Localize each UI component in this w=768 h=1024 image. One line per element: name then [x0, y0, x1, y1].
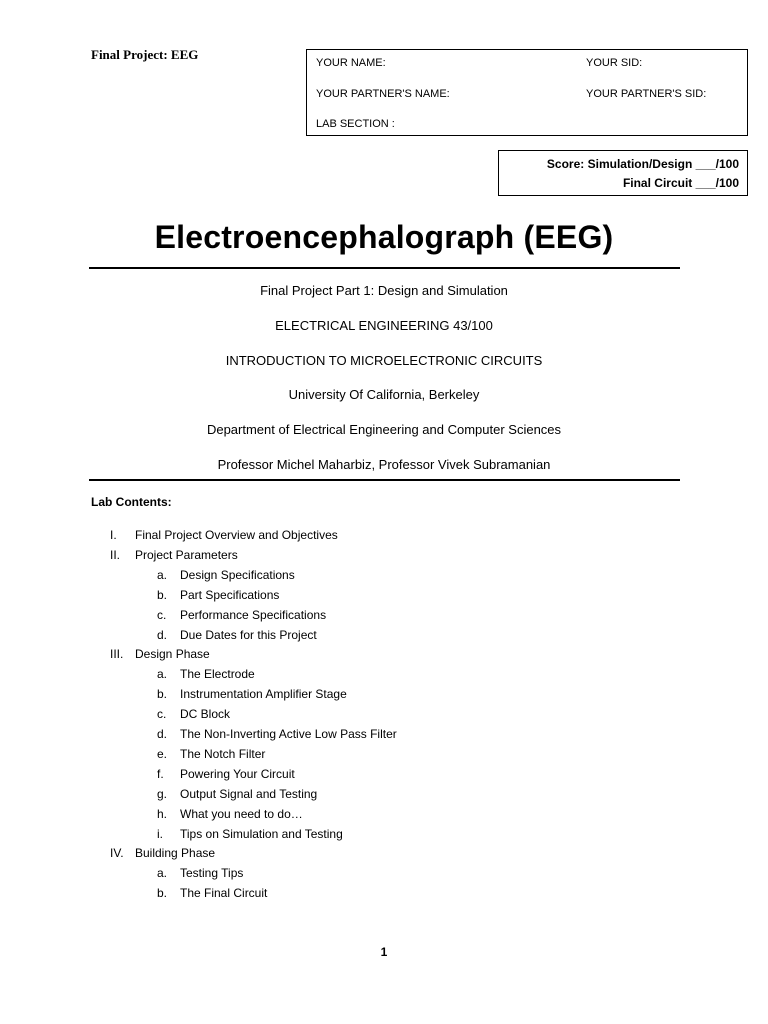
contents-heading: Lab Contents:	[91, 495, 172, 509]
subtitle-professors: Professor Michel Maharbiz, Professor Vivek Subramanian	[217, 457, 551, 472]
toc-item-text: The Notch Filter	[180, 746, 266, 761]
toc-item-number: b.	[157, 587, 168, 602]
toc-item-number: IV.	[110, 846, 124, 861]
toc-item-number: h.	[157, 806, 168, 821]
subtitle-university: University Of California, Berkeley	[288, 387, 480, 402]
toc-item-text: Performance Specifications	[180, 607, 327, 622]
toc-item-text: Due Dates for this Project	[180, 627, 317, 642]
document-title: Electroencephalograph (EEG)	[154, 219, 614, 255]
score-simulation-design: Score: Simulation/Design ___/100	[546, 157, 739, 171]
subtitle-course-name: INTRODUCTION TO MICROELECTRONIC CIRCUITS	[225, 353, 543, 368]
partner-sid-field: YOUR PARTNER'S SID:	[586, 88, 707, 100]
lab-section-field: LAB SECTION :	[316, 118, 395, 130]
toc-item-number: c.	[157, 707, 167, 722]
your-sid-field: YOUR SID:	[586, 57, 643, 69]
toc-item-number: a.	[157, 866, 168, 881]
toc-item-number: c.	[157, 607, 167, 622]
toc-item-number: II.	[110, 547, 121, 562]
toc-item-text: Design Specifications	[180, 567, 295, 582]
toc-item-text: Part Specifications	[180, 587, 280, 602]
partner-name-field: YOUR PARTNER'S NAME:	[316, 88, 450, 100]
toc-item-text: Building Phase	[135, 846, 216, 861]
toc-item-number: a.	[157, 667, 168, 682]
student-info-box	[306, 49, 748, 136]
toc-item-number: i.	[157, 826, 163, 841]
score-final-circuit: Final Circuit ___/100	[622, 176, 739, 190]
toc-item-number: a.	[157, 567, 168, 582]
toc-item-number: g.	[157, 786, 168, 801]
subtitle-course: ELECTRICAL ENGINEERING 43/100	[275, 318, 493, 333]
toc-item-number: b.	[157, 687, 168, 702]
title-divider	[89, 267, 680, 269]
toc-item-text: Design Phase	[135, 647, 210, 662]
toc-item-text: Tips on Simulation and Testing	[180, 826, 343, 841]
toc-item-text: What you need to do…	[180, 806, 303, 821]
toc-item-text: Instrumentation Amplifier Stage	[180, 687, 347, 702]
toc-item-text: The Final Circuit	[180, 886, 268, 901]
running-header: Final Project: EEG	[91, 47, 199, 62]
toc-item-number: e.	[157, 746, 168, 761]
toc-item-text: Powering Your Circuit	[180, 766, 295, 781]
toc-item-text: Testing Tips	[180, 866, 244, 881]
toc-item-number: d.	[157, 627, 168, 642]
toc-item-number: d.	[157, 727, 168, 741]
toc-item-text: The Electrode	[180, 667, 255, 682]
subtitle-part: Final Project Part 1: Design and Simulation	[260, 283, 508, 298]
toc-item-text: Output Signal and Testing	[180, 786, 318, 801]
score-box	[498, 150, 748, 196]
toc-item-number: III.	[110, 647, 124, 662]
toc-item-text: The Non-Inverting Active Low Pass Filter	[180, 727, 397, 741]
your-name-field: YOUR NAME:	[316, 57, 386, 69]
subtitle-department: Department of Electrical Engineering and Computer Sciences	[206, 422, 562, 437]
page-number: 1	[380, 945, 388, 959]
toc-item-text: DC Block	[180, 707, 231, 722]
toc-item-text: Project Parameters	[135, 547, 238, 562]
toc-item-number: b.	[157, 886, 168, 901]
subtitle-divider	[89, 479, 680, 481]
toc-item-number: f.	[157, 766, 164, 781]
toc-item-text: Final Project Overview and Objectives	[135, 528, 338, 542]
toc-item-number: I.	[110, 528, 117, 542]
